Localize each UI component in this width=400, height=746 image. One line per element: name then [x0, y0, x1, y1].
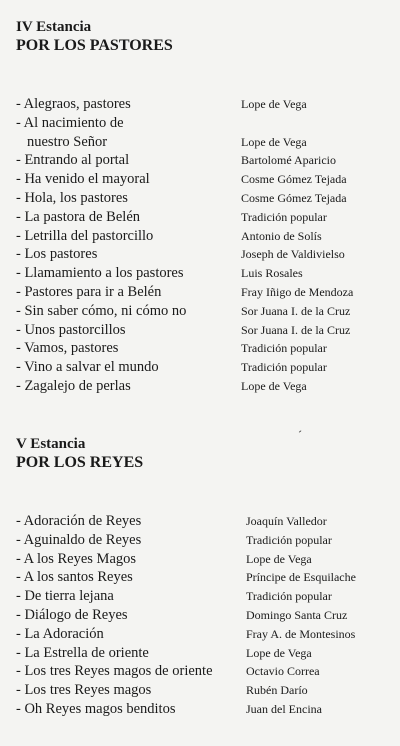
- list-item: [0, 700, 400, 719]
- entry-title: - Letrilla del pastorcillo: [16, 227, 154, 244]
- list-item: [0, 339, 400, 358]
- list-item: [0, 245, 400, 264]
- entry-title: - Pastores para ir a Belén: [16, 283, 162, 300]
- entry-author: Lope de Vega: [241, 378, 307, 393]
- entry-title: - Diálogo de Reyes: [16, 606, 128, 623]
- entry-list: [0, 95, 400, 396]
- list-item: [0, 358, 400, 377]
- list-item: [0, 625, 400, 644]
- entry-author: Tradición popular: [246, 532, 332, 547]
- entry-author: Domingo Santa Cruz: [246, 607, 348, 622]
- entry-author: Joaquín Valledor: [246, 514, 327, 528]
- entry-title: - Los tres Reyes magos: [16, 682, 152, 699]
- entry-title: - Zagalejo de perlas: [16, 377, 131, 394]
- list-item: [0, 227, 400, 246]
- entry-title: - Vamos, pastores: [16, 340, 119, 357]
- entry-title: - A los Reyes Magos: [16, 550, 137, 567]
- entry-author: Tradición popular: [241, 209, 327, 224]
- list-item: [0, 283, 400, 302]
- list-item: [0, 587, 400, 606]
- list-item: [0, 114, 400, 133]
- entry-author: Cosme Gómez Tejada: [241, 172, 347, 187]
- list-item: [0, 189, 400, 208]
- entry-title: - La Adoración: [16, 625, 104, 642]
- entry-author: Lope de Vega: [241, 97, 307, 111]
- list-item: [0, 531, 400, 550]
- list-item: [0, 681, 400, 700]
- entry-author: Fray A. de Montesinos: [246, 626, 356, 641]
- list-item: [0, 644, 400, 663]
- entry-title: - Hola, los pastores: [16, 189, 128, 206]
- entry-title: - Vino a salvar el mundo: [16, 359, 159, 376]
- list-item: [0, 302, 400, 321]
- entry-title: - Adoración de Reyes: [16, 513, 142, 529]
- entry-title: - Aguinaldo de Reyes: [16, 531, 142, 548]
- list-item: [0, 151, 400, 170]
- list-item: [0, 133, 400, 152]
- entry-author: Luis Rosales: [241, 266, 303, 281]
- list-item: [0, 568, 400, 587]
- entry-title: - Sin saber cómo, ni cómo no: [16, 302, 187, 319]
- entry-author: Lope de Vega: [246, 645, 312, 660]
- section-title: POR LOS REYES: [16, 454, 144, 471]
- entry-title: - Llamamiento a los pastores: [16, 265, 184, 282]
- section-number: V Estancia: [16, 436, 86, 452]
- entry-title: - De tierra lejana: [16, 588, 114, 605]
- entry-author: Sor Juana I. de la Cruz: [241, 322, 351, 337]
- entry-author: Cosme Gómez Tejada: [241, 190, 347, 205]
- entry-title: - La Estrella de oriente: [16, 644, 149, 661]
- entry-author: Lope de Vega: [241, 134, 307, 149]
- list-item: [0, 95, 400, 114]
- entry-title: - Al nacimiento de: [16, 114, 124, 131]
- entry-title: - Los pastores: [16, 246, 98, 263]
- entry-author: Tradición popular: [246, 589, 332, 604]
- entry-list: [0, 512, 400, 719]
- entry-author: Octavio Correa: [246, 664, 320, 679]
- entry-author: Bartolomé Aparicio: [241, 153, 336, 168]
- entry-author: Tradición popular: [241, 360, 327, 375]
- section-heading: [16, 436, 400, 472]
- list-item: [0, 377, 400, 396]
- entry-title: - Entrando al portal: [16, 152, 130, 169]
- entry-author: Lope de Vega: [246, 551, 312, 566]
- entry-title: - Alegraos, pastores: [16, 96, 131, 112]
- entry-title: nuestro Señor: [27, 133, 108, 150]
- entry-author: Sor Juana I. de la Cruz: [241, 303, 351, 318]
- list-item: [0, 662, 400, 681]
- list-item: [0, 512, 400, 531]
- entry-author: Príncipe de Esquilache: [246, 570, 356, 585]
- list-item: [0, 321, 400, 340]
- entry-author: Rubén Darío: [246, 683, 308, 698]
- entry-title: - Los tres Reyes magos de oriente: [16, 663, 213, 680]
- entry-title: - Unos pastorcillos: [16, 321, 126, 338]
- section-pastores: [0, 19, 400, 394]
- entry-author: Fray Iñigo de Mendoza: [241, 284, 354, 299]
- list-item: [0, 208, 400, 227]
- entry-title: - La pastora de Belén: [16, 208, 141, 225]
- list-item: [0, 550, 400, 569]
- section-title: POR LOS PASTORES: [16, 37, 173, 54]
- entry-author: Joseph de Valdivielso: [241, 247, 345, 262]
- list-item: [0, 606, 400, 625]
- entry-author: Juan del Encina: [246, 701, 322, 716]
- entry-title: - Ha venido el mayoral: [16, 171, 150, 188]
- entry-title: - Oh Reyes magos benditos: [16, 700, 176, 717]
- list-item: [0, 170, 400, 189]
- entry-author: Antonio de Solís: [241, 228, 322, 243]
- section-number: IV Estancia: [16, 19, 92, 35]
- section-heading: [16, 19, 400, 55]
- entry-title: - A los santos Reyes: [16, 569, 133, 586]
- entry-author: Tradición popular: [241, 341, 327, 356]
- stray-mark: ˊ: [298, 428, 302, 442]
- list-item: [0, 264, 400, 283]
- section-reyes: [0, 436, 400, 717]
